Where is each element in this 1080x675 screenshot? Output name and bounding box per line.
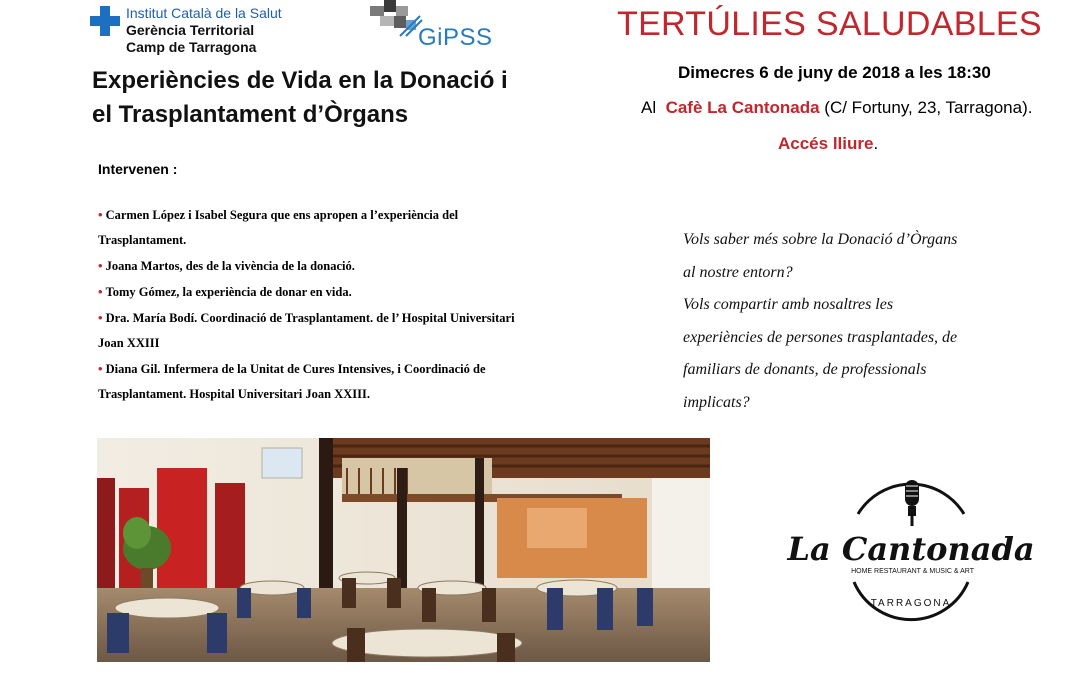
event-title <box>92 64 582 132</box>
bullet-icon: • <box>98 310 103 325</box>
cantonada-city: TARRAGONA <box>870 598 952 609</box>
event-date: Dimecres 6 de juny de 2018 a les 18:30 <box>678 63 991 82</box>
venue-address: (C/ Fortuny, 23, Tarragona). <box>824 98 1033 117</box>
cantonada-tagline: HOME RESTAURANT & MUSIC & ART <box>851 568 974 575</box>
venue-photo <box>97 438 710 662</box>
ics-region: Camp de Tarragona <box>126 39 257 55</box>
access-line <box>778 134 878 154</box>
venue-name: Cafè La Cantonada <box>665 98 820 117</box>
la-cantonada-logo <box>787 474 1035 624</box>
venue-prefix: Al <box>641 98 657 117</box>
speakers-heading: Intervenen : <box>98 161 178 177</box>
venue-line <box>641 98 1032 118</box>
medical-cross-icon <box>90 6 120 36</box>
gipss-squares-icon <box>370 0 422 36</box>
speaker-text: Diana Gil. Infermera de la Unitat de Cures Intensives, i Coordinació de <box>105 362 486 376</box>
event-title-line-1: Experiències de Vida en la Donació i <box>92 67 508 94</box>
speaker-text: Joana Martos, des de la vivència de la donació. <box>105 259 355 273</box>
cantonada-name: La Cantonada <box>787 530 1035 568</box>
speaker-text-cont: Trasplantament. <box>98 233 187 247</box>
cafe-interior-image <box>97 438 710 662</box>
speaker-text: Tomy Gómez, la experiència de donar en vida. <box>105 285 352 299</box>
la-cantonada-badge <box>787 474 1035 624</box>
speaker-text: Carmen López i Isabel Segura que ens apropen a l’experiència del <box>105 208 459 222</box>
bullet-icon: • <box>98 258 103 273</box>
question-line: al nostre entorn? <box>683 263 793 281</box>
access-suffix: . <box>873 134 879 153</box>
ics-logo <box>90 4 290 56</box>
speaker-item <box>98 279 588 305</box>
ics-department: Gerència Territorial <box>126 22 255 38</box>
speaker-item <box>98 356 588 407</box>
speaker-item <box>98 305 588 356</box>
speaker-item <box>98 202 588 253</box>
speaker-text-cont: Trasplantament. Hospital Universitari Joan XXIII. <box>98 387 371 401</box>
ics-name: Institut Català de la Salut <box>126 5 282 21</box>
speakers-list <box>98 202 588 407</box>
gipss-wordmark: GiPSS <box>418 24 493 51</box>
bullet-icon: • <box>98 284 103 299</box>
microphone-icon <box>905 480 919 526</box>
question-line: implicats? <box>683 393 750 411</box>
question-line: Vols compartir amb nosaltres les <box>683 296 894 313</box>
event-title-line-2: el Trasplantament d’Òrgans <box>92 101 409 128</box>
question-line: familiars de donants, de professionals <box>683 361 927 378</box>
question-line: experiències de persones trasplantades, de <box>683 328 958 346</box>
question-line: Vols saber més sobre la Donació d’Òrgans <box>683 231 958 248</box>
questions-block <box>683 224 1013 419</box>
gipss-logo <box>370 0 510 56</box>
speaker-text-cont: Joan XXIII <box>98 336 160 350</box>
series-title: TERTÚLIES SALUDABLES <box>617 5 1042 43</box>
access-text: Accés lliure <box>778 134 874 153</box>
speaker-item <box>98 253 588 279</box>
bullet-icon: • <box>98 207 103 222</box>
speaker-text: Dra. María Bodí. Coordinació de Trasplantament. de l’ Hospital Universitari <box>105 311 515 325</box>
bullet-icon: • <box>98 361 103 376</box>
